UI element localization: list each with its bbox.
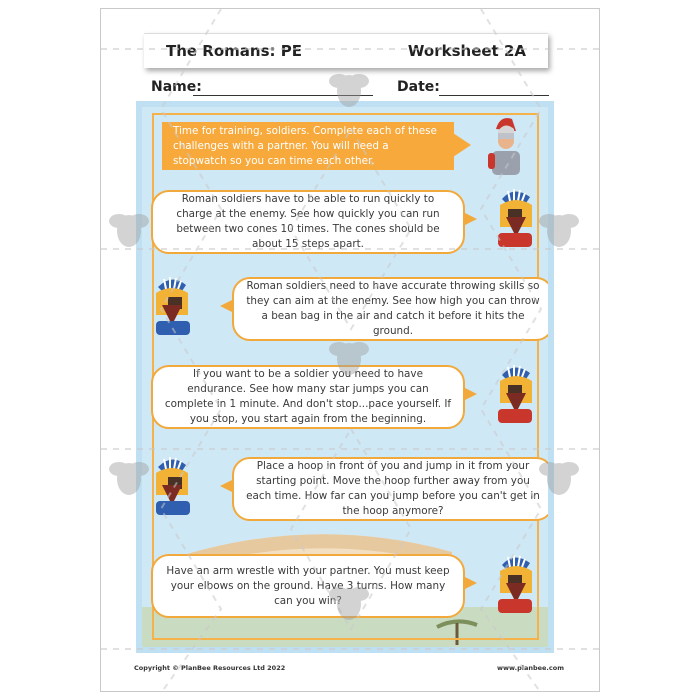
roman-soldier-icon bbox=[150, 275, 196, 335]
date-label: Date: bbox=[397, 79, 440, 95]
worksheet-number: Worksheet 2A bbox=[407, 42, 526, 60]
bubble-tail-2 bbox=[220, 299, 234, 313]
website-link[interactable]: www.planbee.com bbox=[497, 664, 564, 672]
challenge-bubble-5 bbox=[151, 554, 465, 618]
challenge-text-1: Roman soldiers have to be able to run quickly to charge at the enemy. See how quickly you can run between two cones 10 times. The cones should be about 15 steps apart. bbox=[176, 193, 440, 250]
copyright-text: Copyright © PlanBee Resources Ltd 2022 bbox=[134, 664, 286, 672]
page-title: The Romans: PE bbox=[166, 42, 302, 60]
bubble-tail-1 bbox=[463, 212, 477, 226]
roman-soldier-icon bbox=[492, 363, 538, 423]
challenge-text-5: Have an arm wrestle with your partner. You must keep your elbows on the ground. Have 3 turns. How many can you win? bbox=[166, 564, 450, 607]
roman-soldier-icon bbox=[492, 187, 538, 247]
name-label: Name: bbox=[151, 79, 202, 95]
bubble-tail-5 bbox=[463, 576, 477, 590]
challenge-text-3: If you want to be a soldier you need to have endurance. See how many star jumps you can complete in 1 minute. And don't stop...pace yourself. If you stop, you start again from the beginning. bbox=[164, 368, 452, 425]
title-banner bbox=[144, 33, 548, 68]
roman-soldier-icon bbox=[482, 115, 528, 175]
challenge-bubble-3 bbox=[151, 365, 465, 429]
bubble-tail-4 bbox=[220, 479, 234, 493]
challenge-bubble-2 bbox=[232, 277, 554, 341]
worksheet-page bbox=[100, 8, 600, 692]
bubble-tail-3 bbox=[463, 387, 477, 401]
challenge-bubble-4 bbox=[232, 457, 554, 521]
roman-soldier-icon bbox=[492, 553, 538, 613]
intro-speech-bubble bbox=[162, 122, 454, 170]
challenge-bubble-1 bbox=[151, 190, 465, 254]
challenge-text-4: Place a hoop in front of you and jump in it from your starting point. Move the hoop further away from you each time. How far can you jump before you can't get in the hoop anymore? bbox=[246, 460, 540, 517]
intro-text: Time for training, soldiers. Complete each of these challenges with a partner. You will need a stopwatch so you can time each other. bbox=[173, 124, 437, 167]
challenge-text-2: Roman soldiers need to have accurate throwing skills so they can aim at the enemy. See how high you can throw a bean bag in the air and catch it before it hits the ground. bbox=[246, 280, 540, 337]
activity-panel bbox=[136, 101, 554, 653]
roman-soldier-icon bbox=[150, 455, 196, 515]
date-field[interactable] bbox=[439, 95, 549, 96]
name-field[interactable] bbox=[193, 95, 373, 96]
intro-bubble-tail bbox=[453, 133, 471, 157]
